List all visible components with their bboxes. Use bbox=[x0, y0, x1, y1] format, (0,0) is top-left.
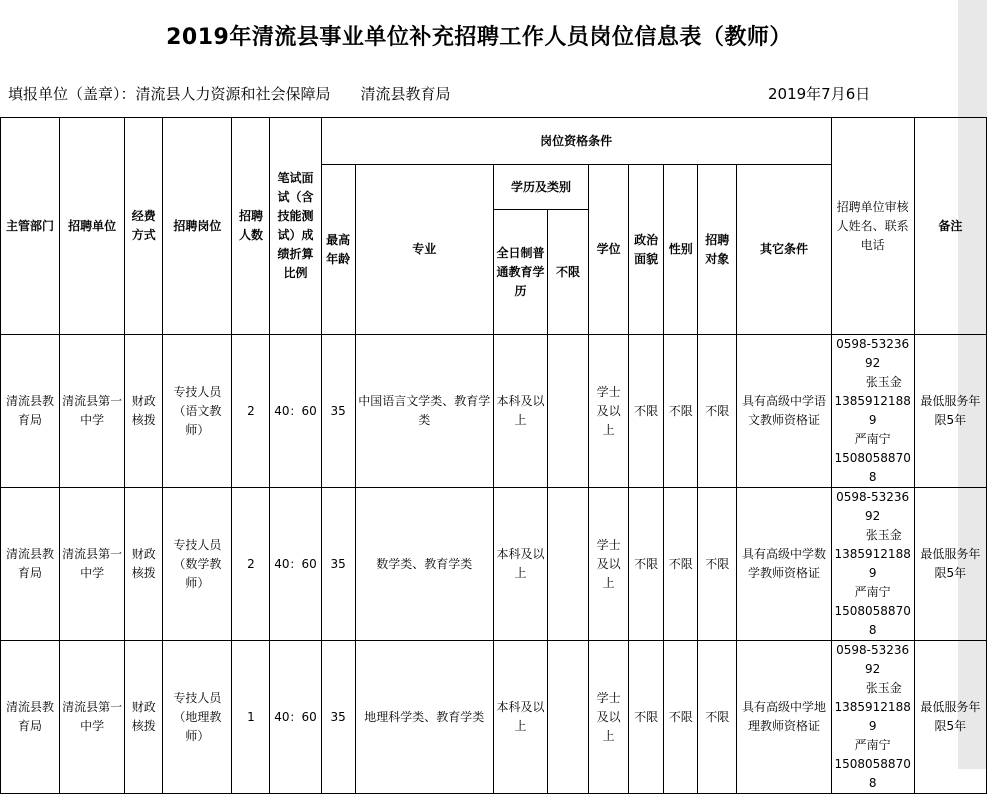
contact-phone-1: 13859121889 bbox=[834, 700, 911, 733]
contact-phone-2: 15080588708 bbox=[834, 757, 911, 790]
cell-degree: 学士及以上 bbox=[589, 488, 629, 641]
cell-age: 35 bbox=[321, 488, 355, 641]
cell-funding: 财政核拨 bbox=[125, 488, 163, 641]
contact-phone-2: 15080588708 bbox=[834, 604, 911, 637]
contact-phone: 0598-5323692 bbox=[836, 490, 910, 523]
cell-age: 35 bbox=[321, 641, 355, 794]
cell-gender: 不限 bbox=[664, 335, 698, 488]
cell-other: 具有高级中学语文教师资格证 bbox=[737, 335, 831, 488]
cell-gender: 不限 bbox=[664, 641, 698, 794]
cell-degree: 学士及以上 bbox=[589, 335, 629, 488]
header-row-1 bbox=[1, 118, 987, 165]
cell-position: 专技人员（语文教师） bbox=[163, 335, 232, 488]
cell-political: 不限 bbox=[629, 488, 664, 641]
col-header-target: 招聘对象 bbox=[698, 165, 737, 335]
col-header-contact: 招聘单位审核人姓名、联系电话 bbox=[831, 118, 914, 335]
cell-gender: 不限 bbox=[664, 488, 698, 641]
reporting-unit: 填报单位（盖章）：清流县人力资源和社会保障局 清流县教育局 bbox=[8, 85, 451, 103]
cell-count: 2 bbox=[232, 335, 270, 488]
cell-dept: 清流县教育局 bbox=[1, 641, 60, 794]
col-header-gender: 性别 bbox=[664, 165, 698, 335]
cell-political: 不限 bbox=[629, 641, 664, 794]
cell-contact bbox=[831, 488, 914, 641]
col-header-funding: 经费方式 bbox=[125, 118, 163, 335]
contact-phone-1: 13859121889 bbox=[834, 547, 911, 580]
cell-contact bbox=[831, 335, 914, 488]
cell-position: 专技人员（数学教师） bbox=[163, 488, 232, 641]
cell-other: 具有高级中学数学教师资格证 bbox=[737, 488, 831, 641]
page-title: 2019年清流县事业单位补充招聘工作人员岗位信息表（教师） bbox=[166, 25, 792, 50]
col-header-other: 其它条件 bbox=[737, 165, 831, 335]
cell-political: 不限 bbox=[629, 335, 664, 488]
cell-remarks: 最低服务年限5年 bbox=[914, 488, 986, 641]
col-header-fulltime: 全日制普通教育学历 bbox=[493, 210, 547, 335]
col-header-political: 政治面貌 bbox=[629, 165, 664, 335]
cell-major: 地理科学类、教育学类 bbox=[355, 641, 493, 794]
col-header-unit: 招聘单位 bbox=[60, 118, 125, 335]
col-header-remarks: 备注 bbox=[914, 118, 986, 335]
col-header-count: 招聘人数 bbox=[232, 118, 270, 335]
cell-funding: 财政核拨 bbox=[125, 641, 163, 794]
cell-funding: 财政核拨 bbox=[125, 335, 163, 488]
cell-dept: 清流县教育局 bbox=[1, 488, 60, 641]
contact-name-1: 张玉金 bbox=[865, 528, 902, 542]
info-line bbox=[8, 83, 948, 103]
cell-major: 数学类、教育学类 bbox=[355, 488, 493, 641]
cell-degree: 学士及以上 bbox=[589, 641, 629, 794]
cell-major: 中国语言文学类、教育学类 bbox=[355, 335, 493, 488]
contact-phone-2: 15080588708 bbox=[834, 451, 911, 484]
cell-age: 35 bbox=[321, 335, 355, 488]
cell-fulltime: 本科及以上 bbox=[493, 335, 547, 488]
cell-other: 具有高级中学地理教师资格证 bbox=[737, 641, 831, 794]
positions-table bbox=[0, 117, 987, 794]
contact-name-1: 张玉金 bbox=[865, 681, 902, 695]
cell-target: 不限 bbox=[698, 641, 737, 794]
col-header-education: 学历及类别 bbox=[493, 165, 588, 210]
col-header-ratio: 笔试面试（含技能测试）成绩折算比例 bbox=[270, 118, 321, 335]
contact-phone-1: 13859121889 bbox=[834, 394, 911, 427]
cell-unit: 清流县第一中学 bbox=[60, 641, 125, 794]
cell-dept: 清流县教育局 bbox=[1, 335, 60, 488]
cell-unlimited bbox=[548, 641, 589, 794]
cell-count: 2 bbox=[232, 488, 270, 641]
cell-unit: 清流县第一中学 bbox=[60, 335, 125, 488]
col-header-unlimited: 不限 bbox=[548, 210, 589, 335]
col-header-qualifications: 岗位资格条件 bbox=[321, 118, 831, 165]
contact-name-1: 张玉金 bbox=[865, 375, 902, 389]
report-date: 2019年7月6日 bbox=[768, 85, 871, 103]
contact-phone: 0598-5323692 bbox=[836, 643, 910, 676]
col-header-major: 专业 bbox=[355, 165, 493, 335]
contact-name-2: 严南宁 bbox=[854, 585, 891, 599]
table-row bbox=[1, 335, 987, 488]
cell-ratio: 40：60 bbox=[270, 641, 321, 794]
table-row bbox=[1, 641, 987, 794]
cell-remarks: 最低服务年限5年 bbox=[914, 641, 986, 794]
cell-unlimited bbox=[548, 335, 589, 488]
cell-contact bbox=[831, 641, 914, 794]
cell-target: 不限 bbox=[698, 488, 737, 641]
cell-fulltime: 本科及以上 bbox=[493, 488, 547, 641]
cell-unlimited bbox=[548, 488, 589, 641]
cell-fulltime: 本科及以上 bbox=[493, 641, 547, 794]
cell-ratio: 40：60 bbox=[270, 488, 321, 641]
col-header-dept: 主管部门 bbox=[1, 118, 60, 335]
table-row bbox=[1, 488, 987, 641]
cell-position: 专技人员（地理教师） bbox=[163, 641, 232, 794]
cell-unit: 清流县第一中学 bbox=[60, 488, 125, 641]
contact-name-2: 严南宁 bbox=[854, 738, 891, 752]
cell-remarks: 最低服务年限5年 bbox=[914, 335, 986, 488]
col-header-age: 最高年龄 bbox=[321, 165, 355, 335]
cell-ratio: 40：60 bbox=[270, 335, 321, 488]
col-header-degree: 学位 bbox=[589, 165, 629, 335]
contact-name-2: 严南宁 bbox=[854, 432, 891, 446]
cell-target: 不限 bbox=[698, 335, 737, 488]
contact-phone: 0598-5323692 bbox=[836, 337, 910, 370]
col-header-position: 招聘岗位 bbox=[163, 118, 232, 335]
cell-count: 1 bbox=[232, 641, 270, 794]
